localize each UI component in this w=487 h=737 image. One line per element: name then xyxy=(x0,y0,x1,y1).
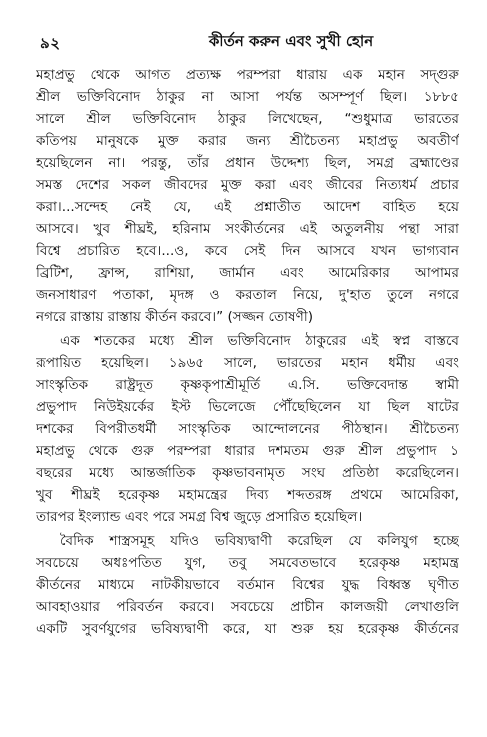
text-line: খুব শীঘ্রই হরেকৃষ্ণ মহামন্ত্রের দিব্য শব্দতরঙ্গ প্রথমে আমেরিকা, xyxy=(36,487,459,503)
page-number: ৯২ xyxy=(40,34,61,52)
text-line: আসবে। খুব শীঘ্রই, হরিনাম সংকীর্তনের এই অতুলনীয় পন্থা সারা xyxy=(36,221,459,237)
text-line: জনসাধারণ পতাকা, মৃদঙ্গ ও করতাল নিয়ে, দু'হাত তুলে নগরে xyxy=(36,287,459,303)
paragraph-3 xyxy=(36,530,459,640)
paragraph-2 xyxy=(36,330,459,528)
body-text xyxy=(36,64,459,640)
text-line: একটি সুবর্ণযুগের ভবিষ্যদ্বাণী করে, যা শুরু হয় হরেকৃষ্ণ কীর্তনের xyxy=(36,621,459,637)
text-line: মহাপ্রভু থেকে গুরু পরম্পরা ধারার দশমতম গুরু শ্রীল প্রভুপাদ ১ xyxy=(36,443,459,459)
text-line: বৈদিক শাস্ত্রসমূহ যদিও ভবিষ্যদ্বাণী করেছিল যে কলিযুগ হচ্ছে xyxy=(60,533,459,549)
text-line: সবচেয়ে অধঃপতিত যুগ, তবু সমবেতভাবে হরেকৃষ্ণ মহামন্ত্র xyxy=(36,555,459,571)
page-header xyxy=(36,10,459,52)
text-line: আবহাওয়ার পরিবর্তন করবে। সবচেয়ে প্রাচীন কালজয়ী লেখাগুলি xyxy=(36,599,459,615)
text-line: এক শতকের মধ্যে শ্রীল ভক্তিবিনোদ ঠাকুরের এই স্বপ্ন বাস্তবে xyxy=(60,333,459,349)
text-line: ব্রিটিশ, ফ্রান্স, রাশিয়া, জার্মান এবং আমেরিকার আপামর xyxy=(36,265,459,281)
text-line: বছরের মধ্যে আন্তর্জাতিক কৃষ্ণভাবনামৃত সংঘ প্রতিষ্ঠা করেছিলেন। xyxy=(36,465,459,481)
text-line: কতিপয় মানুষকে মুক্ত করার জন্য শ্রীচৈতন্য মহাপ্রভু অবতীর্ণ xyxy=(36,133,459,149)
text-line: বিশ্বে প্রচারিত হবে।...ও, কবে সেই দিন আসবে যখন ভাগ্যবান xyxy=(36,243,459,259)
text-line: মহাপ্রভু থেকে আগত প্রত্যক্ষ পরম্পরা ধারায় এক মহান সদ্গুরু xyxy=(36,67,459,83)
running-title: কীর্তন করুন এবং সুখী হোন xyxy=(208,32,374,50)
text-line: শ্রীল ভক্তিবিনোদ ঠাকুর না আসা পর্যন্ত অসম্পূর্ণ ছিল। ১৮৮৫ xyxy=(36,89,459,105)
text-line: করা।...সন্দেহ নেই যে, এই প্রশ্নাতীত আদেশ বাহিত হয়ে xyxy=(36,199,459,215)
text-line: কীর্তনের মাধ্যমে নাটকীয়ভাবে বর্তমান বিশ্বের যুদ্ধ বিধ্বস্ত ঘৃণীত xyxy=(36,577,459,593)
text-line: দশকের বিপরীতধর্মী সাংস্কৃতিক আন্দোলনের পীঠস্থান। শ্রীচৈতন্য xyxy=(36,421,459,437)
paragraph-1 xyxy=(36,64,459,328)
text-line: রূপায়িত হয়েছিল। ১৯৬৫ সালে, ভারতের মহান ধর্মীয় এবং xyxy=(36,355,459,371)
text-line: সাংস্কৃতিক রাষ্ট্রদূত কৃষ্ণকৃপাশ্রীমূর্তি এ.সি. ভক্তিবেদান্ত স্বামী xyxy=(36,377,459,393)
text-line: সালে শ্রীল ভক্তিবিনোদ ঠাকুর লিখেছেন, “শুধুমাত্র ভারতের xyxy=(36,111,459,127)
text-line: নগরে রাস্তায় রাস্তায় কীর্তন করবে।” (সজ্জন তোষণী) xyxy=(36,309,314,325)
text-line: তারপর ইংল্যান্ড এবং পরে সমগ্র বিশ্ব জুড়ে প্রসারিত হয়েছিল। xyxy=(36,509,363,525)
text-line: সমস্ত দেশের সকল জীবদের মুক্ত করা এবং জীবের নিত্যধর্ম প্রচার xyxy=(36,177,459,193)
text-line: প্রভুপাদ নিউইয়র্কের ইস্ট ভিলেজে পৌঁছেছিলেন যা ছিল ষাটের xyxy=(36,399,459,415)
text-line: হয়েছিলেন না। পরন্তু, তাঁর প্রধান উদ্দেশ্য ছিল, সমগ্র ব্রহ্মাণ্ডের xyxy=(36,155,459,171)
